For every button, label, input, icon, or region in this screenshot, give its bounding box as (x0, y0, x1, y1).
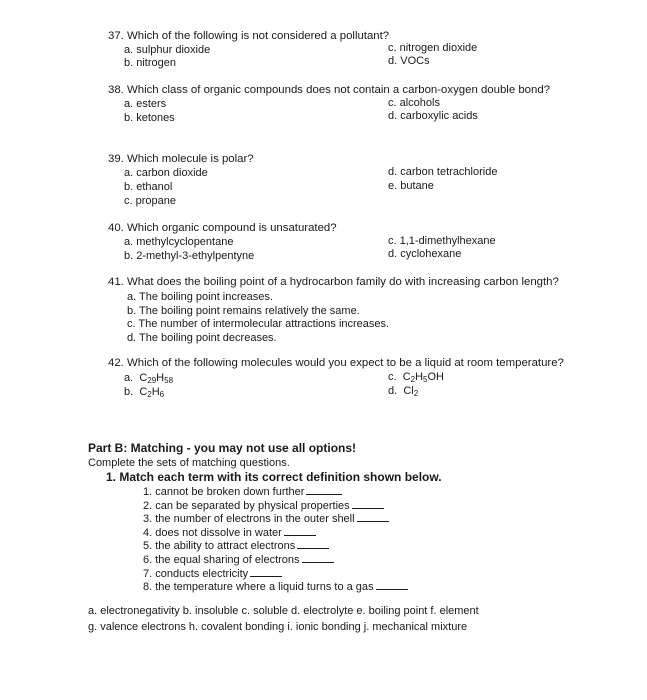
answer-bank-line-1: a. electronegativity b. insoluble c. soluble d. electrolyte e. boiling point f. element (88, 605, 479, 617)
q42-option-d: d. $Cl_2$ (388, 385, 419, 398)
answer-blank[interactable] (250, 567, 282, 577)
q40-option-d: d. cyclohexane (388, 248, 462, 260)
q40-option-c: c. 1,1-dimethylhexane (388, 235, 496, 247)
q39-option-e: e. butane (388, 180, 434, 192)
question-39-stem: 39. Which molecule is polar? (108, 153, 254, 165)
matching-question: 1. Match each term with its correct definition shown below. (106, 470, 442, 484)
q42-option-a: a. $C_{29}H_{58}$ (124, 372, 174, 385)
matching-item-1: 1. cannot be broken down further (143, 485, 342, 499)
part-b-instructions: Complete the sets of matching questions. (88, 457, 290, 469)
q37-option-d: d. VOCs (388, 55, 430, 67)
matching-item-7: 7. conducts electricity (143, 567, 282, 581)
answer-bank-line-2: g. valence electrons h. covalent bonding i. ionic bonding j. mechanical mixture (88, 621, 468, 633)
q39-option-c: c. propane (124, 195, 176, 207)
question-40-stem: 40. Which organic compound is unsaturated? (108, 222, 337, 234)
matching-item-2: 2. can be separated by physical properties (143, 499, 384, 513)
q38-option-a: a. esters (124, 98, 167, 110)
q41-option-b: b. The boiling point remains relatively the same. (127, 305, 360, 317)
answer-blank[interactable] (297, 539, 329, 549)
matching-item-8: 8. the temperature where a liquid turns to a gas (143, 580, 408, 594)
matching-item-3: 3. the number of electrons in the outer shell (143, 512, 389, 526)
matching-item-4: 4. does not dissolve in water (143, 526, 316, 540)
answer-blank[interactable] (357, 512, 389, 522)
answer-blank[interactable] (302, 553, 334, 563)
answer-blank[interactable] (352, 499, 384, 509)
q40-option-a: a. methylcyclopentane (124, 236, 234, 248)
q42-option-c: c. $C_2H_5OH$ (388, 371, 444, 384)
q39-option-b: b. ethanol (124, 181, 173, 193)
answer-blank[interactable] (376, 580, 408, 590)
q38-option-d: d. carboxylic acids (388, 110, 478, 122)
q41-option-d: d. The boiling point decreases. (127, 332, 277, 344)
q39-option-d: d. carbon tetrachloride (388, 166, 498, 178)
q40-option-b: b. 2-methyl-3-ethylpentyne (124, 250, 255, 262)
q41-option-a: a. The boiling point increases. (127, 291, 273, 303)
q38-option-c: c. alcohols (388, 97, 440, 109)
question-41-stem: 41. What does the boiling point of a hydrocarbon family do with increasing carbon length? (108, 276, 559, 288)
part-b-title: Part B: Matching - you may not use all options! (88, 441, 357, 455)
question-42-stem: 42. Which of the following molecules would you expect to be a liquid at room temperature? (108, 357, 564, 369)
q37-option-c: c. nitrogen dioxide (388, 42, 478, 54)
q42-option-b: b. $C_2H_6$ (124, 386, 165, 399)
matching-item-5: 5. the ability to attract electrons (143, 539, 329, 553)
answer-blank[interactable] (306, 485, 342, 495)
q39-option-a: a. carbon dioxide (124, 167, 208, 179)
question-38-stem: 38. Which class of organic compounds does not contain a carbon-oxygen double bond? (108, 84, 550, 96)
q37-option-b: b. nitrogen (124, 57, 176, 69)
q41-option-c: c. The number of intermolecular attractions increases. (127, 318, 390, 330)
matching-item-6: 6. the equal sharing of electrons (143, 553, 334, 567)
question-37-stem: 37. Which of the following is not considered a pollutant? (108, 30, 390, 42)
q37-option-a: a. sulphur dioxide (124, 44, 211, 56)
answer-blank[interactable] (284, 526, 316, 536)
q38-option-b: b. ketones (124, 112, 175, 124)
